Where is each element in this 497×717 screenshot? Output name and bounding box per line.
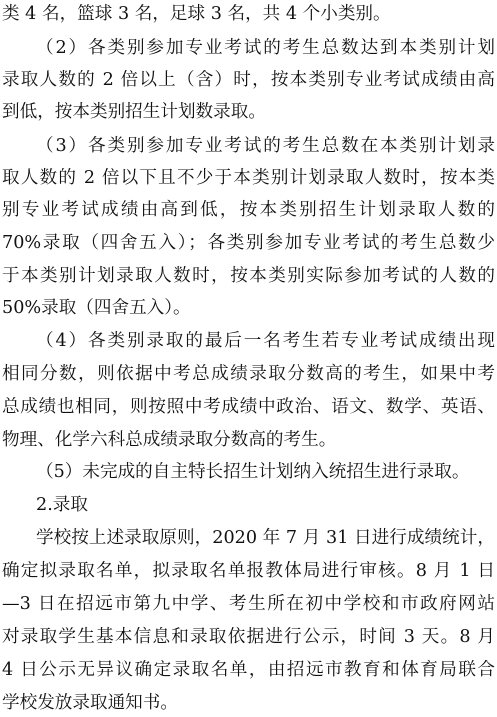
paragraph-3-line-3: 别专业考试成绩由高到低，按本类别招生计划录取人数的 (2, 200, 495, 220)
paragraph-4-line-2: 相同分数，则依据中考总成绩录取分数高的考生，如果中考 (2, 364, 495, 384)
paragraph-6-line-6: 学校发放录取通知书。 (2, 693, 178, 713)
paragraph-3-line-4: 70%录取（四舍五入）；各类别参加专业考试的考生总数少 (2, 233, 495, 253)
section-heading-admission: 2.录取 (36, 495, 88, 515)
paragraph-4-line-3: 总成绩也相同，则按照中考成绩中政治、语文、数学、英语、 (2, 397, 495, 417)
text-line-1: 类 4 名，篮球 3 名，足球 3 名，共 4 个小类别。 (2, 4, 391, 24)
paragraph-3-line-1: （3）各类别参加专业考试的考生总数在本类别计划录 (36, 136, 495, 156)
paragraph-3-line-2: 取人数的 2 倍以下且不少于本类别计划录取人数时，按本类 (2, 168, 495, 188)
paragraph-6-line-5: 4 日公示无异议确定录取名单，由招远市教育和体育局联合 (2, 660, 495, 680)
paragraph-6-line-1: 学校按上述录取原则，2020 年 7 月 31 日进行成绩统计， (36, 528, 495, 548)
paragraph-2-line-1: （2）各类别参加专业考试的考生总数达到本类别计划 (36, 38, 495, 58)
paragraph-6-line-4: 对录取学生基本信息和录取依据进行公示，时间 3 天。8 月 (2, 627, 495, 647)
paragraph-4-line-1: （4）各类别录取的最后一名考生若专业考试成绩出现 (36, 331, 495, 351)
paragraph-6-line-2: 确定拟录取名单，拟录取名单报教体局进行审核。8 月 1 日 (2, 561, 495, 581)
paragraph-3-line-6: 50%录取（四舍五入）。 (2, 298, 191, 318)
paragraph-6-line-3: —3 日在招远市第九中学、考生所在初中学校和市政府网站 (2, 594, 495, 614)
paragraph-2-line-2: 录取人数的 2 倍以上（含）时，按本类别专业考试成绩由高 (2, 70, 495, 90)
paragraph-2-line-3: 到低，按本类别招生计划数录取。 (2, 102, 266, 122)
paragraph-4-line-4: 物理、化学六科总成绩录取分数高的考生。 (2, 430, 337, 450)
paragraph-5-line-1: （5）未完成的自主特长招生计划纳入统招生进行录取。 (36, 462, 470, 482)
paragraph-3-line-5: 于本类别计划录取人数时，按本类别实际参加考试的人数的 (2, 266, 495, 286)
